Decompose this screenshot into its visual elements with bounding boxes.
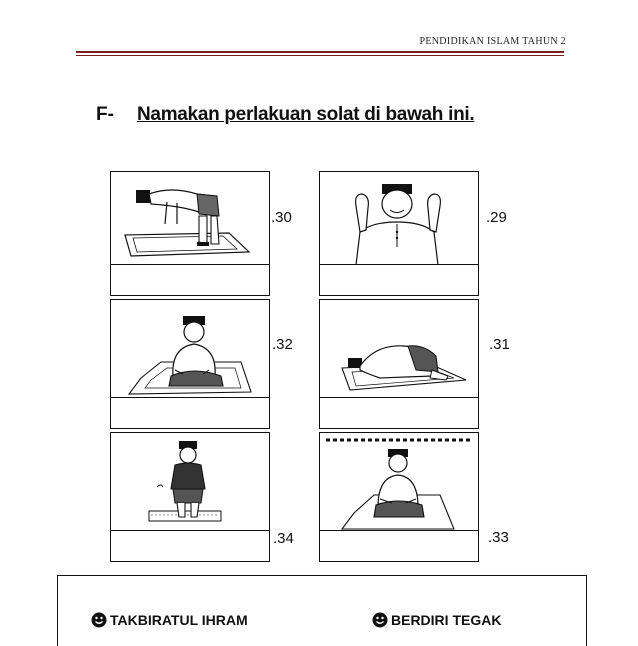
- panel-sujud: [319, 299, 479, 429]
- sujud-prostration-figure-icon: [320, 300, 478, 398]
- panel-tahiyat: [110, 299, 270, 429]
- panel-number: .31: [489, 336, 510, 353]
- panel-answer-strip: [111, 264, 269, 295]
- panel-duduk: [319, 432, 479, 562]
- panel-number: .34: [273, 530, 294, 547]
- panel-ruku: [110, 171, 270, 296]
- section-label: F-: [96, 104, 114, 125]
- page-header-title: PENDIDIKAN ISLAM TAHUN 2: [419, 36, 566, 47]
- panel-number: .33: [488, 529, 509, 546]
- panel-answer-strip: [320, 264, 478, 295]
- standing-figure-icon: [111, 433, 269, 531]
- option-label: BERDIRI TEGAK: [391, 612, 502, 628]
- answer-options-box: [57, 575, 587, 646]
- smiley-icon: [372, 612, 388, 628]
- panel-number: .30: [271, 209, 292, 226]
- panel-answer-strip: [111, 397, 269, 428]
- option-takbiratul-ihram: [91, 612, 248, 628]
- ruku-bowing-figure-icon: [111, 172, 269, 265]
- option-label: TAKBIRATUL IHRAM: [110, 612, 248, 628]
- panel-number: .29: [486, 209, 507, 226]
- option-berdiri-tegak: [372, 612, 501, 628]
- section-instruction: Namakan perlakuan solat di bawah ini.: [137, 104, 475, 125]
- panel-answer-strip: [111, 530, 269, 561]
- panel-takbir: [319, 171, 479, 296]
- header-rule-thin: [76, 55, 564, 56]
- panel-number: .32: [272, 336, 293, 353]
- header-rule-thick: [76, 51, 564, 53]
- sitting-between-sujud-figure-icon: [320, 433, 478, 531]
- panel-answer-strip: [320, 530, 478, 561]
- takbir-raised-hands-figure-icon: [320, 172, 478, 265]
- panel-standing: [110, 432, 270, 562]
- panel-answer-strip: [320, 397, 478, 428]
- smiley-icon: [91, 612, 107, 628]
- sitting-tahiyat-figure-icon: [111, 300, 269, 398]
